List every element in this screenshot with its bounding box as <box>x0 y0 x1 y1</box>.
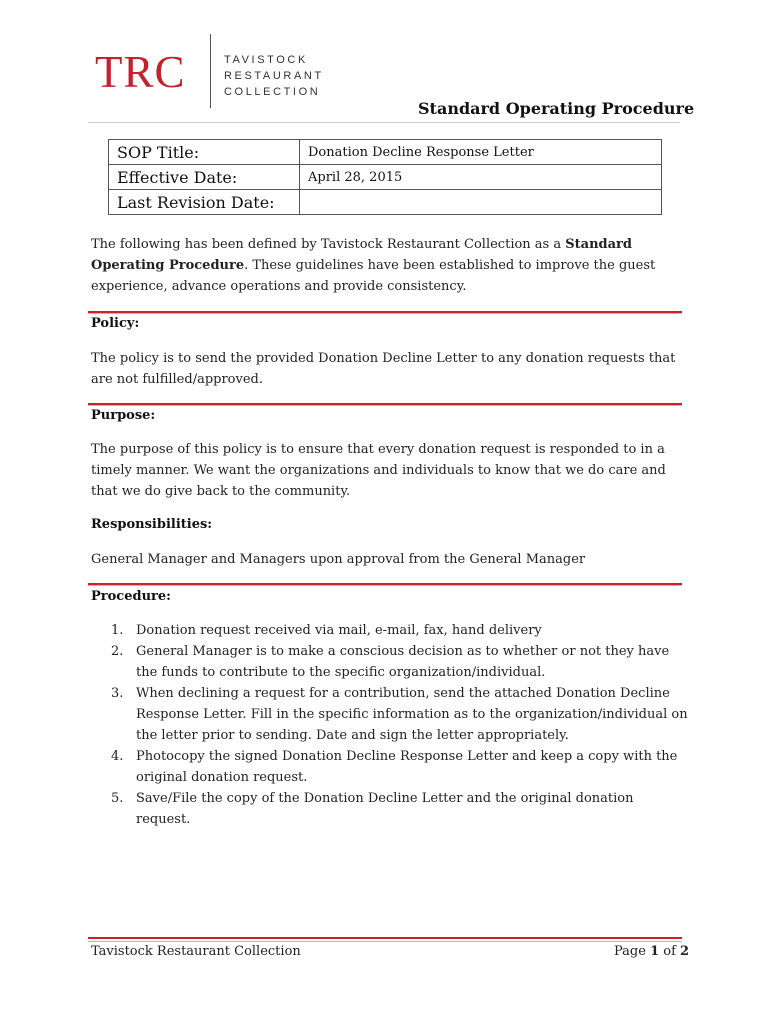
sop-title-label: SOP Title: <box>109 140 300 165</box>
logo-divider <box>210 34 211 108</box>
footer-divider-shadow <box>88 941 682 942</box>
purpose-heading: Purpose: <box>91 408 156 423</box>
of-word: of <box>663 944 676 959</box>
logo-line-3: COLLECTION <box>224 86 321 98</box>
procedure-step <box>91 746 691 788</box>
title-divider <box>88 122 680 123</box>
document-title: Standard Operating Procedure <box>418 99 695 118</box>
effective-date-value: April 28, 2015 <box>300 165 662 190</box>
intro-paragraph <box>91 234 681 297</box>
procedure-step <box>91 641 691 683</box>
policy-body: The policy is to send the provided Donation Decline Letter to any donation requests that are not fulfilled/approved. <box>91 351 676 387</box>
trc-logo-mark: TRC <box>95 47 186 97</box>
intro-bold-term: Standard Operating Procedure <box>91 237 632 273</box>
page-total: 2 <box>680 944 690 959</box>
purpose-body: The purpose of this policy is to ensure that every donation request is responded to in a timely manner. We want the organizations and individuals to know that we do care and that we do give back to the community. <box>91 442 666 499</box>
policy-heading: Policy: <box>91 316 140 331</box>
table-row <box>109 140 662 165</box>
step-text: Donation request received via mail, e-mail, fax, hand delivery <box>136 623 542 638</box>
last-revision-date-value <box>300 190 662 215</box>
table-row <box>109 165 662 190</box>
procedure-list <box>91 620 691 830</box>
table-row <box>109 190 662 215</box>
step-text: Photocopy the signed Donation Decline Response Letter and keep a copy with the original donation request. <box>136 749 678 785</box>
procedure-heading: Procedure: <box>91 589 171 604</box>
step-number: 4. <box>111 749 124 764</box>
logo-wordmark <box>224 52 324 100</box>
step-text: Save/File the copy of the Donation Decline Letter and the original donation request. <box>136 791 634 827</box>
section-divider <box>88 403 682 405</box>
step-text: When declining a request for a contribution, send the attached Donation Decline Response Letter. Fill in the specific information as to the organization/individual on the letter prior to sending. Date and sign the letter appropriately. <box>136 686 688 743</box>
intro-text-after: . These guidelines have been established to improve the guest experience, advance operations and provide consistency. <box>91 258 656 294</box>
procedure-step <box>91 683 691 746</box>
logo-line-2: RESTAURANT <box>224 70 324 82</box>
procedure-step <box>91 620 691 641</box>
footer-company-name: Tavistock Restaurant Collection <box>91 944 301 959</box>
effective-date-label: Effective Date: <box>109 165 300 190</box>
responsibilities-heading: Responsibilities: <box>91 517 213 532</box>
logo-line-1: TAVISTOCK <box>224 54 308 66</box>
section-divider <box>88 583 682 585</box>
step-number: 5. <box>111 791 124 806</box>
step-text: General Manager is to make a conscious decision as to whether or not they have the funds to contribute to the specific organization/individual. <box>136 644 670 680</box>
sop-info-table <box>108 139 662 215</box>
step-number: 2. <box>111 644 124 659</box>
section-divider <box>88 311 682 313</box>
step-number: 3. <box>111 686 124 701</box>
page-number <box>614 944 689 959</box>
sop-title-value: Donation Decline Response Letter <box>300 140 662 165</box>
footer-divider <box>88 937 682 939</box>
intro-text-before: The following has been defined by Tavistock Restaurant Collection as a <box>91 237 566 252</box>
page-current: 1 <box>650 944 660 959</box>
responsibilities-body: General Manager and Managers upon approval from the General Manager <box>91 552 586 567</box>
page-word: Page <box>614 944 646 959</box>
last-revision-date-label: Last Revision Date: <box>109 190 300 215</box>
step-number: 1. <box>111 623 124 638</box>
procedure-step <box>91 788 691 830</box>
